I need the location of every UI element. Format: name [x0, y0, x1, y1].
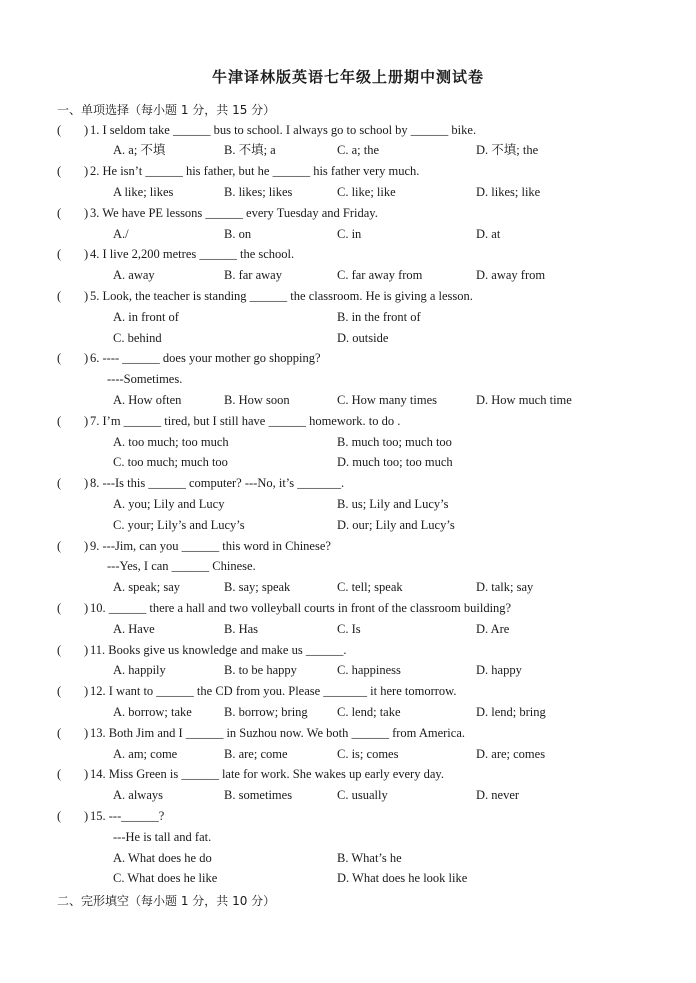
option-a: A. away — [113, 268, 155, 282]
dialogue-reply: ---Yes, I can ______ Chinese. — [107, 559, 256, 573]
option-b: B. to be happy — [224, 663, 297, 677]
option-d: D. Are — [476, 622, 510, 636]
question-stem: 3. We have PE lessons ______ every Tuesday and Friday. — [90, 206, 378, 220]
option-d: D. away from — [476, 268, 546, 282]
option-b: B. likes; likes — [224, 185, 293, 199]
option-b: B. us; Lily and Lucy’s — [337, 497, 449, 511]
question-stem: 1. I seldom take ______ bus to school. I always go to school by ______ bike. — [90, 123, 477, 137]
option-d: D. at — [476, 227, 501, 241]
option-b: B. How soon — [224, 393, 290, 407]
option-c: C. far away from — [337, 268, 423, 282]
option-d: D. much too; too much — [337, 455, 453, 469]
option-c: C. like; like — [337, 185, 396, 199]
dialogue-reply: ---He is tall and fat. — [113, 830, 212, 844]
option-a: A. in front of — [113, 310, 179, 324]
option-c: C. a; the — [337, 143, 380, 157]
option-d: D. What does he look like — [337, 871, 468, 885]
answer-bracket[interactable]: ( ) — [57, 164, 89, 178]
option-b: B. much too; much too — [337, 435, 452, 449]
question-stem: 12. I want to ______ the CD from you. Please _______ it here tomorrow. — [90, 684, 457, 698]
option-c: C. Is — [337, 622, 361, 636]
answer-bracket[interactable]: ( ) — [57, 123, 89, 137]
option-a: A. speak; say — [113, 580, 180, 594]
option-a: A./ — [113, 227, 129, 241]
option-b: B. borrow; bring — [224, 705, 308, 719]
option-c: C. is; comes — [337, 747, 399, 761]
question-stem: 5. Look, the teacher is standing ______ the classroom. He is giving a lesson. — [90, 289, 473, 303]
option-a: A. a; 不填 — [113, 143, 166, 157]
option-a: A. happily — [113, 663, 166, 677]
answer-bracket[interactable]: ( ) — [57, 601, 89, 615]
question-stem: 8. ---Is this ______ computer? ---No, it’s _______. — [90, 476, 345, 490]
option-a: A. What does he do — [113, 851, 212, 865]
option-b: B. are; come — [224, 747, 288, 761]
option-a: A. borrow; take — [113, 705, 192, 719]
option-c: C. in — [337, 227, 362, 241]
question-stem: 7. I’m ______ tired, but I still have ______ homework. to do . — [90, 414, 401, 428]
question-stem: 13. Both Jim and I ______ in Suzhou now. We both ______ from America. — [90, 726, 465, 740]
answer-bracket[interactable]: ( ) — [57, 476, 89, 490]
option-d: D. How much time — [476, 393, 572, 407]
option-b: B. in the front of — [337, 310, 421, 324]
option-c: C. behind — [113, 331, 162, 345]
option-c: C. tell; speak — [337, 580, 403, 594]
answer-bracket[interactable]: ( ) — [57, 247, 89, 261]
question-stem: 4. I live 2,200 metres ______ the school. — [90, 247, 295, 261]
option-c: C. too much; much too — [113, 455, 228, 469]
option-a: A. too much; too much — [113, 435, 229, 449]
option-d: D. talk; say — [476, 580, 534, 594]
page-title: 牛津译林版英语七年级上册期中测试卷 — [211, 68, 484, 86]
option-a: A. How often — [113, 393, 182, 407]
option-c: C. How many times — [337, 393, 437, 407]
option-b: B. 不填; a — [224, 143, 276, 157]
option-d: D. never — [476, 788, 520, 802]
answer-bracket[interactable]: ( ) — [57, 684, 89, 698]
answer-bracket[interactable]: ( ) — [57, 289, 89, 303]
question-stem: 10. ______ there a hall and two volleyball courts in front of the classroom building? — [90, 601, 512, 615]
option-d: D. our; Lily and Lucy’s — [337, 518, 455, 532]
question-stem: 11. Books give us knowledge and make us ______. — [90, 643, 347, 657]
answer-bracket[interactable]: ( ) — [57, 643, 89, 657]
answer-bracket[interactable]: ( ) — [57, 809, 89, 823]
option-d: D. likes; like — [476, 185, 541, 199]
option-b: B. What’s he — [337, 851, 402, 865]
section-heading-2: 二、完形填空（每小题 1 分，共 10 分） — [57, 894, 276, 908]
option-c: C. your; Lily’s and Lucy’s — [113, 518, 245, 532]
option-d: D. outside — [337, 331, 389, 345]
option-a: A. always — [113, 788, 163, 802]
option-b: B. sometimes — [224, 788, 293, 802]
option-d: D. lend; bring — [476, 705, 546, 719]
option-d: D. 不填; the — [476, 143, 539, 157]
option-a: A. am; come — [113, 747, 178, 761]
option-c: C. happiness — [337, 663, 401, 677]
question-stem: 9. ---Jim, can you ______ this word in Chinese? — [90, 539, 331, 553]
answer-bracket[interactable]: ( ) — [57, 414, 89, 428]
option-b: B. far away — [224, 268, 282, 282]
answer-bracket[interactable]: ( ) — [57, 206, 89, 220]
option-c: C. What does he like — [113, 871, 218, 885]
option-b: B. say; speak — [224, 580, 291, 594]
question-stem: 2. He isn’t ______ his father, but he ______ his father very much. — [90, 164, 420, 178]
section-heading-1: 一、单项选择（每小题 1 分，共 15 分） — [57, 103, 276, 117]
question-stem: 15. ---______? — [90, 809, 165, 823]
option-a: A. Have — [113, 622, 155, 636]
option-a: A. you; Lily and Lucy — [113, 497, 225, 511]
question-stem: 14. Miss Green is ______ late for work. She wakes up early every day. — [90, 767, 444, 781]
option-c: C. usually — [337, 788, 388, 802]
answer-bracket[interactable]: ( ) — [57, 726, 89, 740]
question-stem: 6. ---- ______ does your mother go shopping? — [90, 351, 321, 365]
answer-bracket[interactable]: ( ) — [57, 767, 89, 781]
option-c: C. lend; take — [337, 705, 401, 719]
option-d: D. are; comes — [476, 747, 546, 761]
option-d: D. happy — [476, 663, 522, 677]
answer-bracket[interactable]: ( ) — [57, 351, 89, 365]
option-b: B. on — [224, 227, 252, 241]
dialogue-reply: ----Sometimes. — [107, 372, 183, 386]
option-a: A like; likes — [113, 185, 174, 199]
option-b: B. Has — [224, 622, 259, 636]
answer-bracket[interactable]: ( ) — [57, 539, 89, 553]
